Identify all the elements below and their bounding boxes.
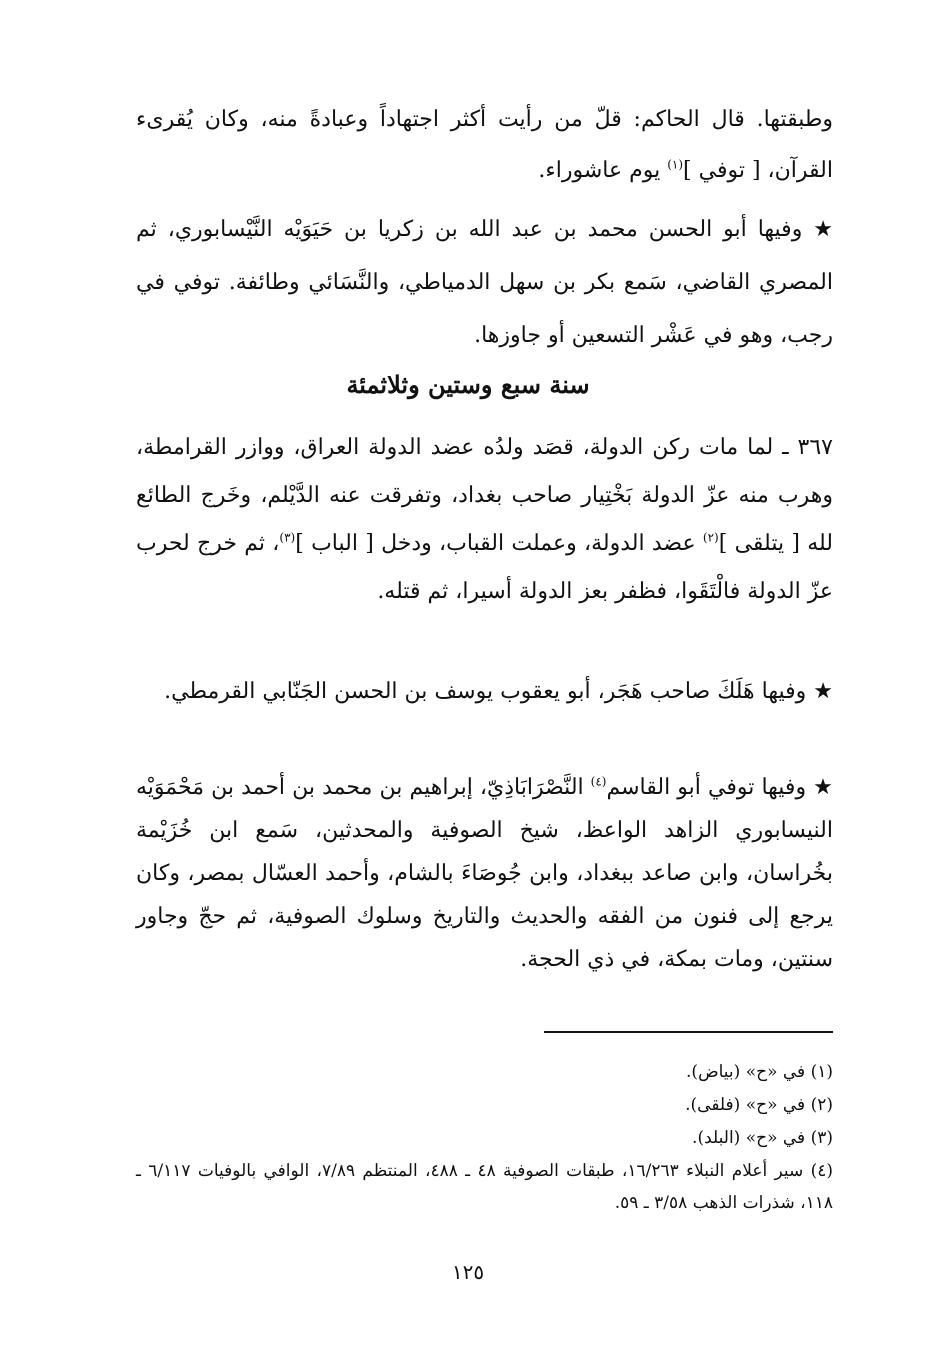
paragraph-3-part-b: عضد الدولة، وعملت القباب، ودخل [ الباب ] xyxy=(295,531,703,556)
section-heading: سنة سبع وستين وثلاثمئة xyxy=(346,370,590,399)
footnote-1: (١) في «ح» (بياض). xyxy=(686,1062,833,1082)
paragraph-3-part-c: ، ثم خرج لحرب عزّ الدولة فالْتَقَوا، فظفر بعز الدولة أسيرا، ثم قتله. xyxy=(136,531,833,604)
footnote-ref-1[interactable]: (١) xyxy=(667,157,684,172)
paragraph-4-text: ★ وفيها هَلَكَ صاحب هَجَر، أبو يعقوب يوسف بن الحسن الجَنّابي القرمطي. xyxy=(164,679,833,704)
paragraph-2 xyxy=(136,203,833,362)
footnote-4: (٤) سير أعلام النبلاء ١٦/٢٦٣، طبقات الصوفية ٤٨ ـ ٤٨٨، المنتظم ٧/٨٩، الوافي بالوفيات ٦/١١٧ ـ ١١٨، شذرات الذهب ٣/٥٨ ـ ٥٩. xyxy=(136,1161,834,1213)
footnote-2: (٢) في «ح» (فلقى). xyxy=(685,1095,833,1115)
paragraph-2-text: ★ وفيها أبو الحسن محمد بن عبد الله بن زكريا بن حَيَوَيْه النَّيْسابوري، ثم المصري القاضي، سَمع بكر بن سهل الدمياطي، والنَّسَائي وطائفة. توفي في رجب، وهو في عَشْر التسعين أو جاوزها. xyxy=(136,217,833,348)
footnotes xyxy=(136,1056,833,1219)
paragraph-5-part-a: ★ وفيها توفي أبو القاسم xyxy=(606,775,833,800)
paragraph-1-text: وطبقتها. قال الحاكم: قلّ من رأيت أكثر اجتهاداً وعبادةً منه، وكان يُقرىء القرآن، [ توفي ] xyxy=(136,107,833,183)
footnote-3: (٣) في «ح» (البلد). xyxy=(692,1128,833,1148)
footnote-ref-2[interactable]: (٢) xyxy=(702,530,719,545)
paragraph-5 xyxy=(136,766,833,981)
paragraph-1 xyxy=(136,94,833,196)
page-number: ١٢٥ xyxy=(451,1260,485,1284)
paragraph-4 xyxy=(136,668,833,715)
footnote-ref-4[interactable]: (٤) xyxy=(590,774,607,789)
paragraph-3 xyxy=(136,424,833,616)
footnote-divider xyxy=(544,1031,833,1033)
footnote-ref-3[interactable]: (٣) xyxy=(279,530,296,545)
paragraph-3-part-a: ٣٦٧ ـ لما مات ركن الدولة، قصَد ولدُه عضد الدولة العراق، ووازر القرامطة، وهرب منه عزّ الدولة بَخْتِيار صاحب بغداد، وتفرقت عنه الدَّيْلم، وخَرج الطائع لله [ يتلقى ] xyxy=(136,435,834,556)
paragraph-1-tail: يوم عاشوراء. xyxy=(538,158,668,183)
paragraph-5-part-b: النَّصْرَابَاذِيّ، إبراهيم بن محمد بن أحمد بن مَحْمَوَيْه النيسابوري الزاهد الواعظ، شيخ الصوفية والمحدثين، سَمع ابن خُزَيْمة بخُراسان، وابن صاعد ببغداد، وابن جُوصَاءَ بالشام، وأحمد العسّال بمصر، وكان يرجع إلى فنون من الفقه والحديث والتاريخ وسلوك الصوفية، ثم حجّ وجاور سنتين، ومات بمكة، في ذي الحجة. xyxy=(136,775,833,972)
